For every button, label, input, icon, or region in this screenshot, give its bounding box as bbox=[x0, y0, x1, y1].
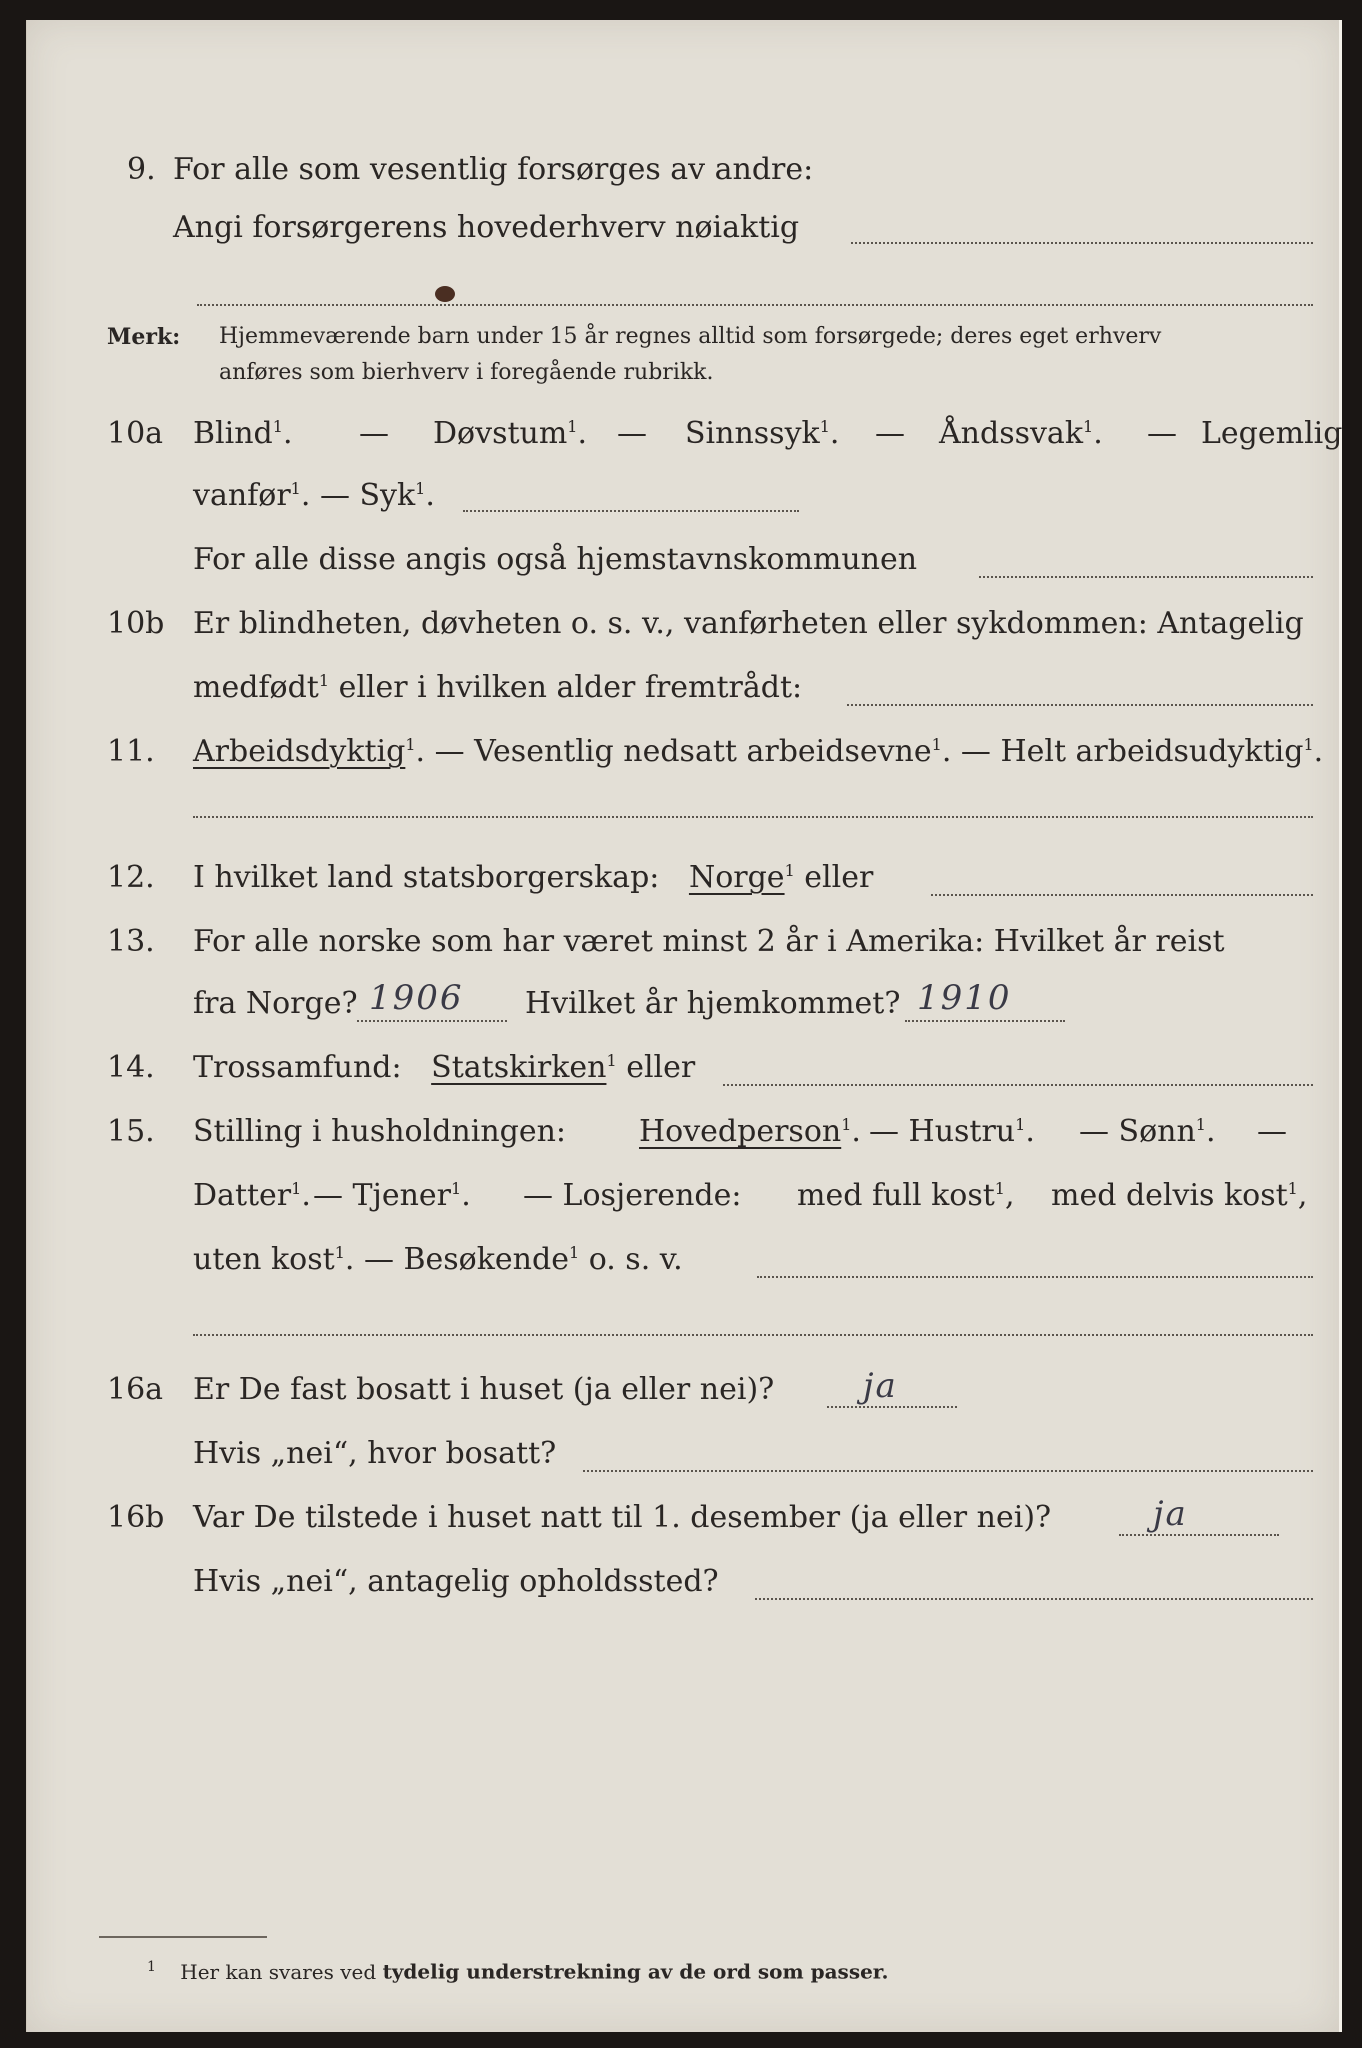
option-sinnssyk: Sinnssyk bbox=[685, 416, 820, 451]
question-text: eller i hvilken alder fremtrådt: bbox=[338, 670, 803, 705]
option-losjerende: — Losjerende: bbox=[523, 1178, 742, 1213]
question-text: Er blindheten, døvheten o. s. v., vanførheten eller sykdommen: Antagelig bbox=[193, 606, 1304, 641]
question-text: Var De tilstede i huset natt til 1. desember (ja eller nei)? bbox=[193, 1500, 1052, 1535]
question-number: 11. bbox=[107, 734, 155, 769]
option-norge-underlined: Norge bbox=[688, 860, 785, 895]
question-number: 10b bbox=[107, 606, 165, 641]
question-text: For alle norske som har været minst 2 år i Amerika: Hvilket år reist bbox=[193, 924, 1225, 959]
answer-line bbox=[1119, 1534, 1279, 1536]
answer-line bbox=[755, 1598, 1313, 1600]
footnote-mark: 1 bbox=[147, 1959, 156, 1975]
question-9-line2 bbox=[173, 208, 799, 248]
option-med-delvis-kost: med delvis kost bbox=[1051, 1178, 1288, 1213]
option-legemlig: Legemlig bbox=[1201, 416, 1343, 451]
option-eller: eller bbox=[804, 860, 874, 895]
option-medfodt: medfødt bbox=[193, 670, 319, 705]
question-15-line2: Datter$^1$. — Tjener$^1$. — Losjerende: med full kost$^1$, med delvis kost$^1$, bbox=[193, 1176, 1313, 1216]
answer-line bbox=[463, 510, 799, 512]
answer-line bbox=[193, 1334, 1313, 1336]
question-text: Angi forsørgerens hovederhverv nøiaktig bbox=[173, 210, 800, 245]
option-vanfor: vanfør bbox=[193, 478, 291, 513]
answer-line bbox=[851, 242, 1313, 244]
option-udyktig: — Helt arbeidsudyktig bbox=[960, 734, 1304, 769]
footnote-rule bbox=[99, 1936, 267, 1938]
answer-line bbox=[827, 1406, 957, 1408]
question-text: For alle som vesentlig forsørges av andre: bbox=[173, 152, 814, 187]
option-blind: Blind bbox=[193, 416, 273, 451]
note-text-2: anføres som bierhverv i foregående rubrikk. bbox=[219, 360, 714, 385]
question-text: Er De fast bosatt i huset (ja eller nei)? bbox=[193, 1372, 775, 1407]
question-13-line2 bbox=[193, 978, 1313, 1024]
question-number: 14. bbox=[107, 1050, 155, 1085]
option-uten-kost: uten kost bbox=[193, 1242, 335, 1277]
question-10a-line2: vanfør$^1$. — Syk$^1$. bbox=[193, 478, 435, 513]
question-number: 10a bbox=[107, 416, 164, 451]
footnote-text-a: Her kan svares ved bbox=[180, 1959, 377, 1984]
question-number: 13. bbox=[107, 924, 155, 959]
option-eller: eller bbox=[626, 1050, 696, 1085]
answer-line bbox=[583, 1470, 1313, 1472]
option-osv: o. s. v. bbox=[588, 1242, 683, 1277]
option-arbeidsdyktig-underlined: Arbeidsdyktig bbox=[193, 734, 406, 769]
answer-line bbox=[197, 304, 1313, 306]
question-10a-line3: For alle disse angis også hjemstavnskommunen bbox=[193, 542, 918, 577]
handwritten-answer-ja: ja bbox=[1153, 1494, 1188, 1534]
option-sonn: — Sønn bbox=[1079, 1114, 1196, 1149]
answer-line bbox=[357, 1020, 507, 1022]
option-hustru: — Hustru bbox=[869, 1114, 1016, 1149]
census-form-page: 9. For alle som vesentlig forsørges av andre: Angi forsørgerens hovederhverv nøiaktig Merk: Hjemmeværende barn under 15 år regnes alltid som forsørgede; deres eget erhverv anføres som bierhverv i foregående rubrikk. 10a Blind$^1$. — Døvstum$^1$. — Sinnssyk$^1$. — Åndssvak$^1$. — Legemlig vanfør$^1$. — Syk$^1$. For alle disse angis også hjemstavnskommunen 10b Er blindheten, døvheten o. s. v., vanførheten eller sykdommen: Antagelig medfødt$^1$ eller i hvilken alder fremtrådt: 11. Arbeidsdyktig$^1$. — Vesentlig nedsatt arbeidsevne$^1$. — Helt arbeidsudyktig$^1$. 12. I hvilket land statsborgerskap: Norge$^1$ eller 13. For alle norske som har været minst 2 år i Amerika: Hvilket år reist fra Norge? 1906 Hvilket år hjemkommet? 1910 14. Trossamfund: Statskirken$^1$ eller 15. Stilling i husholdningen: Hovedperson$^1$. — Hustru$^1$. — Sønn$^1$. — Datter$^1$. — Tjener$^1$. — Losjerende: med full kost$^1$, med delvis kost$^1$, uten kost$^1$. — Besøkende$^1$ o. s. v. 16a Er De fast bosatt i huset (ja eller nei)? ja Hvis „nei“, hvor bosatt? 16b Var De tilstede i huset natt til 1. desember (ja eller nei)? ja Hvis „nei“, antagelig opholdssted? $^1$ Her kan svares ved tydelig understrekning av de ord som passer. bbox=[26, 20, 1342, 2032]
ink-blot bbox=[435, 286, 455, 302]
answer-line bbox=[723, 1084, 1313, 1086]
question-number: 15. bbox=[107, 1114, 155, 1149]
question-number: 16b bbox=[107, 1500, 165, 1535]
question-16b-line2: Hvis „nei“, antagelig opholdssted? bbox=[193, 1564, 719, 1599]
question-number: 12. bbox=[107, 860, 155, 895]
option-andssvak: Åndssvak bbox=[939, 416, 1083, 451]
question-text: I hvilket land statsborgerskap: bbox=[193, 860, 660, 895]
question-number: 9. bbox=[127, 152, 156, 187]
handwritten-year-hjem: 1910 bbox=[917, 978, 1012, 1018]
question-text: Hvilket år hjemkommet? bbox=[525, 986, 901, 1021]
question-text: Trossamfund: bbox=[193, 1050, 402, 1085]
option-datter: Datter bbox=[193, 1178, 292, 1213]
answer-line bbox=[931, 894, 1313, 896]
question-number: 16a bbox=[107, 1372, 164, 1407]
option-syk: Syk bbox=[359, 478, 416, 513]
note-label: Merk: bbox=[107, 324, 181, 350]
option-besokende: — Besøkende bbox=[363, 1242, 569, 1277]
question-text: Stilling i husholdningen: bbox=[193, 1114, 567, 1149]
answer-line bbox=[757, 1276, 1313, 1278]
handwritten-answer-ja: ja bbox=[863, 1366, 898, 1406]
option-dovstum: Døvstum bbox=[433, 416, 568, 451]
answer-line bbox=[193, 816, 1313, 818]
option-statskirken-underlined: Statskirken bbox=[431, 1050, 607, 1085]
option-med-full-kost: med full kost bbox=[797, 1178, 995, 1213]
option-hovedperson-underlined: Hovedperson bbox=[639, 1114, 842, 1149]
question-10b-line2: medfødt$^1$ eller i hvilken alder fremtrådt: bbox=[193, 670, 803, 705]
option-nedsatt: — Vesentlig nedsatt arbeidsevne bbox=[434, 734, 932, 769]
question-15-line3: uten kost$^1$. — Besøkende$^1$ o. s. v. bbox=[193, 1242, 683, 1277]
question-text: fra Norge? bbox=[193, 986, 358, 1021]
handwritten-year-reist: 1906 bbox=[369, 978, 464, 1018]
answer-line bbox=[979, 576, 1313, 578]
answer-line bbox=[905, 1020, 1065, 1022]
footnote-text-b: tydelig understrekning av de ord som passer. bbox=[382, 1959, 889, 1984]
answer-line bbox=[847, 704, 1313, 706]
option-tjener: — Tjener bbox=[313, 1178, 452, 1213]
footnote bbox=[147, 1952, 888, 1987]
note-text-1: Hjemmeværende barn under 15 år regnes alltid som forsørgede; deres eget erhverv bbox=[219, 324, 1162, 349]
question-16a-line2: Hvis „nei“, hvor bosatt? bbox=[193, 1436, 557, 1471]
